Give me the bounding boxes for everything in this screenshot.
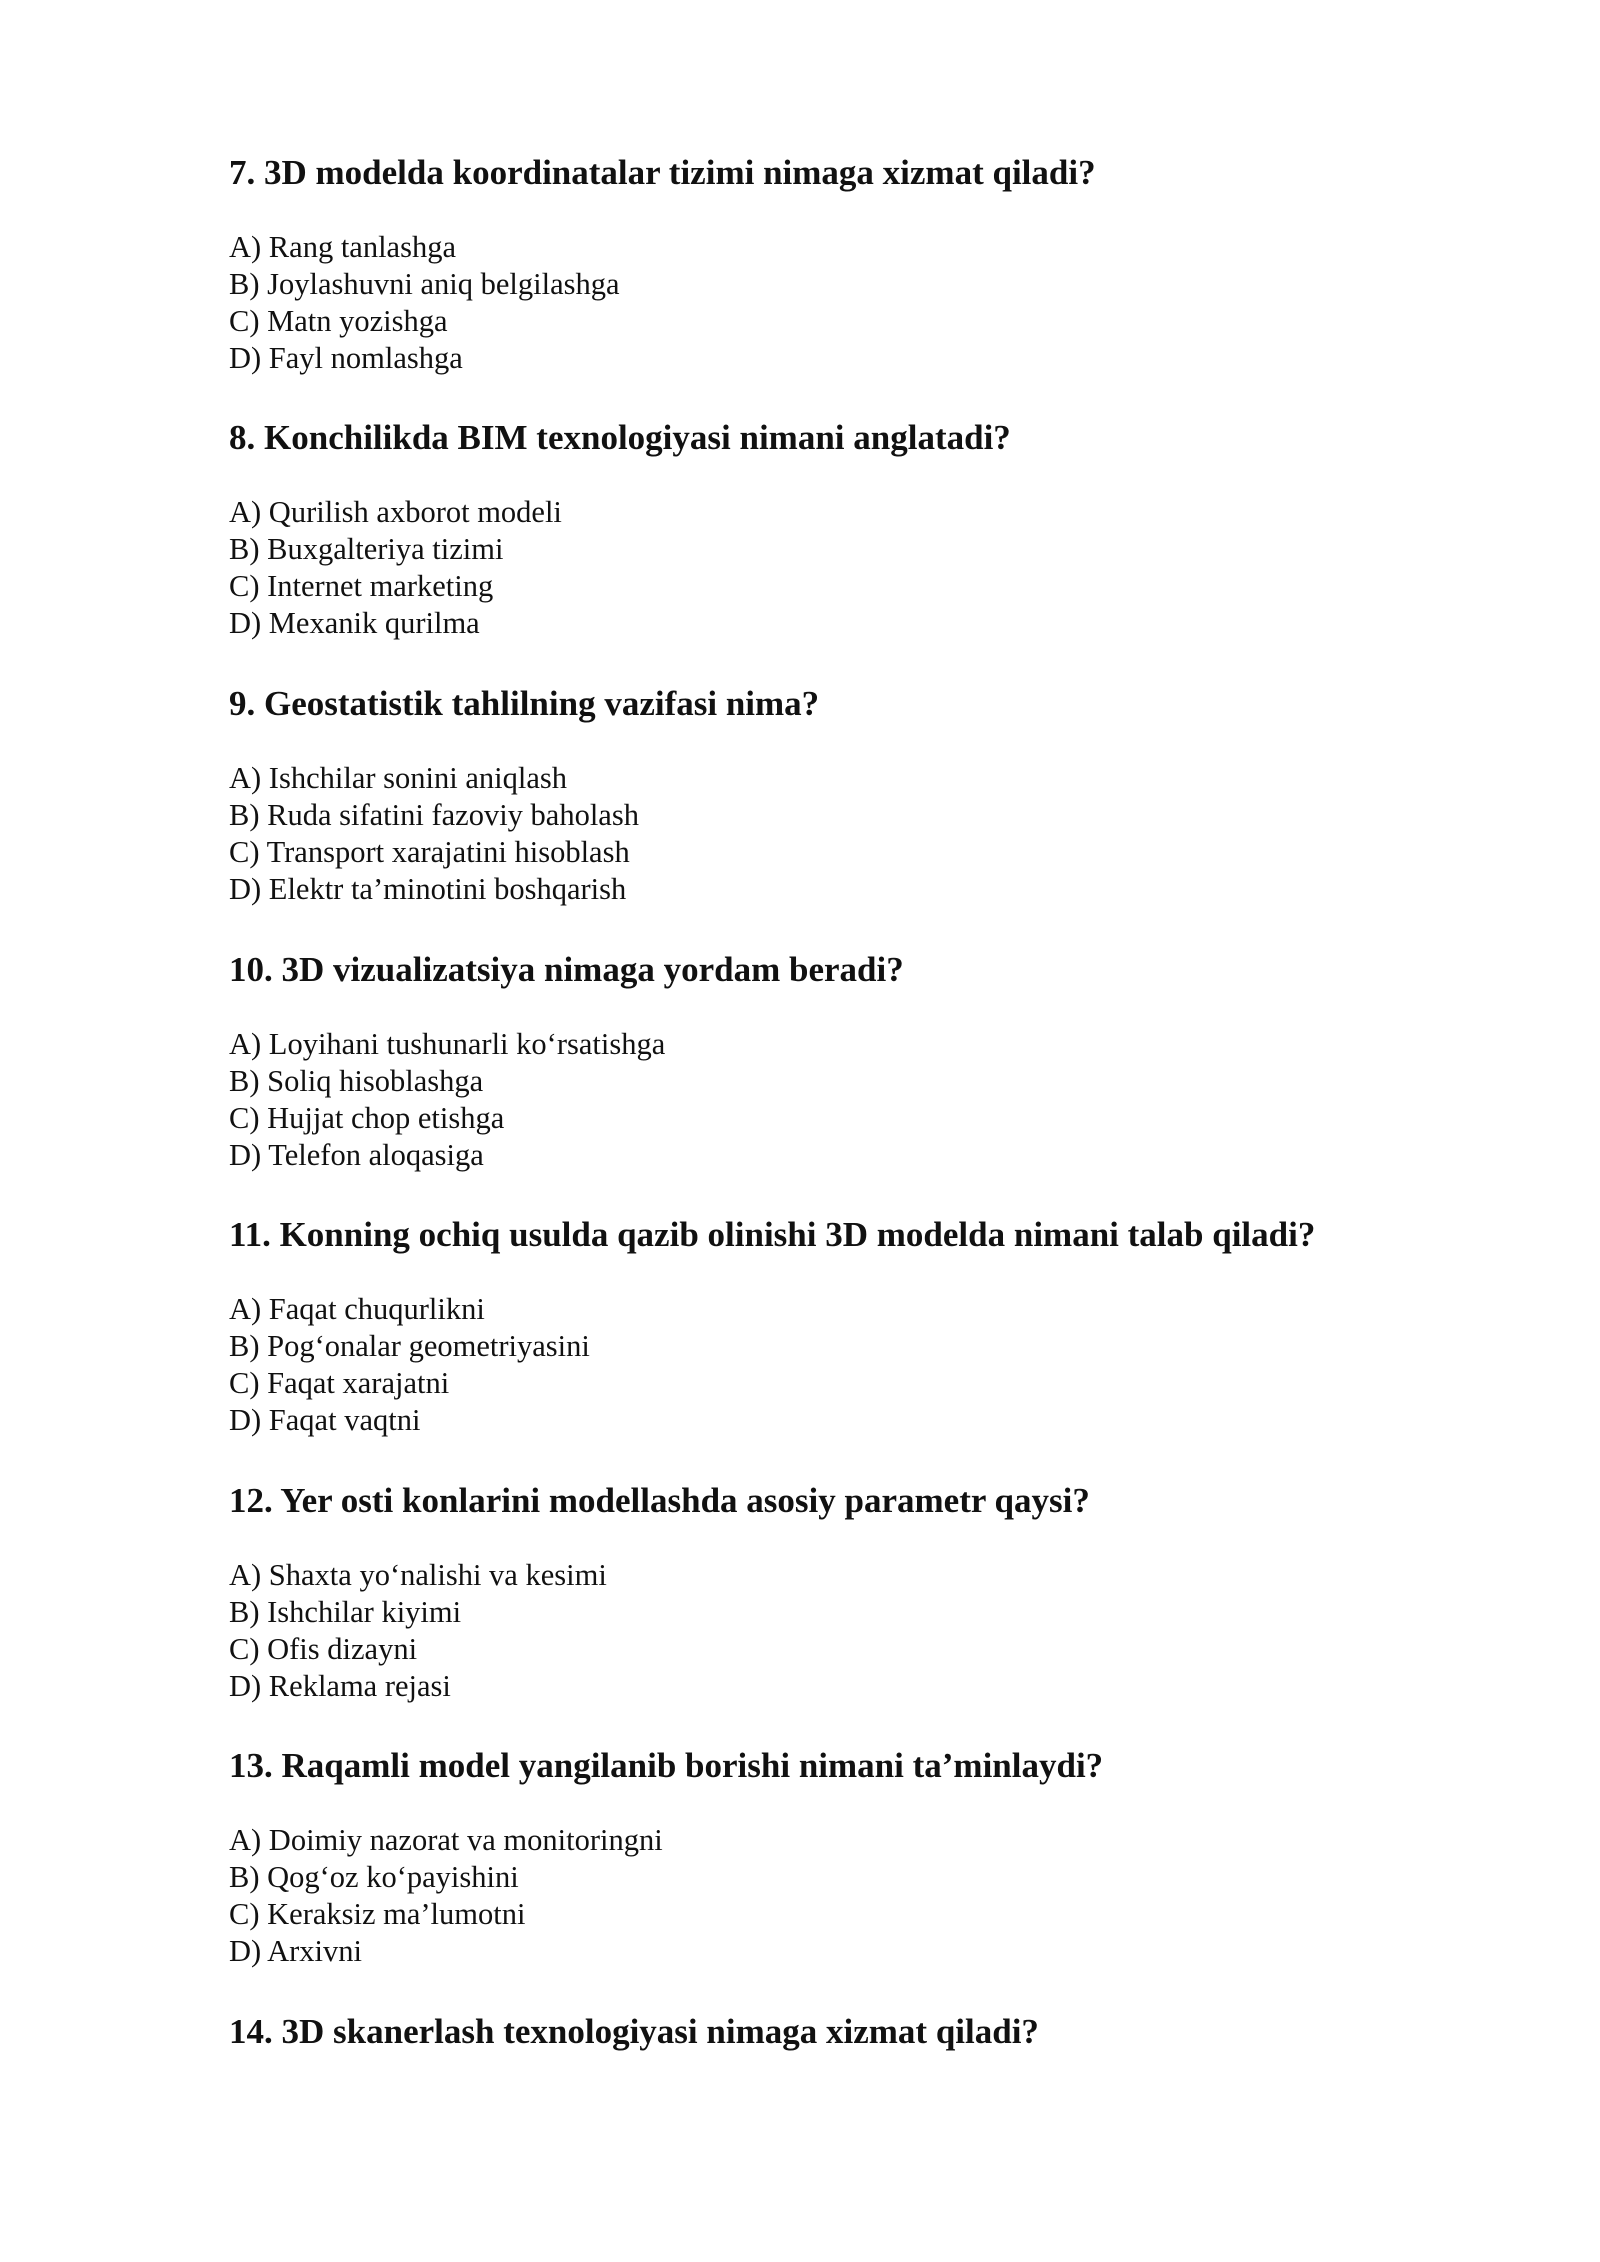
option-d: D) Mexanik qurilma xyxy=(229,606,480,640)
answer-options xyxy=(229,1557,1529,1705)
option-d: D) Elektr ta’minotini boshqarish xyxy=(229,872,627,906)
question-title: 7. 3D modelda koordinatalar tizimi nimaga xizmat qiladi? xyxy=(229,153,1096,192)
option-d: D) Reklama rejasi xyxy=(229,1669,451,1703)
option-a: A) Faqat chuqurlikni xyxy=(229,1292,485,1326)
question-title: 11. Konning ochiq usulda qazib olinishi 3D modelda nimani talab qiladi? xyxy=(229,1215,1316,1254)
question-title: 9. Geostatistik tahlilning vazifasi nima? xyxy=(229,684,820,723)
option-c: C) Hujjat chop etishga xyxy=(229,1101,505,1135)
question-11 xyxy=(229,1215,1529,1439)
question-8 xyxy=(229,418,1529,642)
answer-options xyxy=(229,1291,1529,1439)
option-b: B) Joylashuvni aniq belgilashga xyxy=(229,267,620,301)
question-title: 13. Raqamli model yangilanib borishi nimani ta’minlaydi? xyxy=(229,1746,1104,1785)
option-c: C) Internet marketing xyxy=(229,569,494,603)
answer-options xyxy=(229,494,1529,642)
question-12 xyxy=(229,1481,1529,1705)
option-c: C) Matn yozishga xyxy=(229,304,448,338)
option-a: A) Shaxta yo‘nalishi va kesimi xyxy=(229,1558,607,1592)
option-a: A) Doimiy nazorat va monitoringni xyxy=(229,1823,663,1857)
option-b: B) Pog‘onalar geometriyasini xyxy=(229,1329,590,1363)
answer-options xyxy=(229,1026,1529,1174)
option-d: D) Arxivni xyxy=(229,1934,363,1968)
question-title: 10. 3D vizualizatsiya nimaga yordam beradi? xyxy=(229,950,904,989)
question-title: 14. 3D skanerlash texnologiyasi nimaga xizmat qiladi? xyxy=(229,2012,1039,2051)
question-10 xyxy=(229,950,1529,1174)
option-a: A) Rang tanlashga xyxy=(229,230,456,264)
option-c: C) Faqat xarajatni xyxy=(229,1366,450,1400)
option-a: A) Ishchilar sonini aniqlash xyxy=(229,761,567,795)
option-b: B) Soliq hisoblashga xyxy=(229,1064,484,1098)
question-14 xyxy=(229,2012,1529,2052)
question-title: 8. Konchilikda BIM texnologiyasi nimani anglatadi? xyxy=(229,418,1011,457)
option-a: A) Loyihani tushunarli ko‘rsatishga xyxy=(229,1027,666,1061)
answer-options xyxy=(229,760,1529,908)
option-b: B) Qog‘oz ko‘payishini xyxy=(229,1860,519,1894)
option-d: D) Fayl nomlashga xyxy=(229,341,463,375)
question-9 xyxy=(229,684,1529,908)
option-c: C) Keraksiz ma’lumotni xyxy=(229,1897,526,1931)
option-b: B) Ishchilar kiyimi xyxy=(229,1595,462,1629)
answer-options xyxy=(229,1822,1529,1970)
option-c: C) Transport xarajatini hisoblash xyxy=(229,835,630,869)
option-c: C) Ofis dizayni xyxy=(229,1632,418,1666)
question-title: 12. Yer osti konlarini modellashda asosiy parametr qaysi? xyxy=(229,1481,1090,1520)
option-a: A) Qurilish axborot modeli xyxy=(229,495,562,529)
option-b: B) Ruda sifatini fazoviy baholash xyxy=(229,798,639,832)
question-13 xyxy=(229,1746,1529,1970)
option-b: B) Buxgalteriya tizimi xyxy=(229,532,504,566)
answer-options xyxy=(229,229,1529,377)
question-7 xyxy=(229,153,1529,377)
option-d: D) Telefon aloqasiga xyxy=(229,1138,484,1172)
option-d: D) Faqat vaqtni xyxy=(229,1403,421,1437)
